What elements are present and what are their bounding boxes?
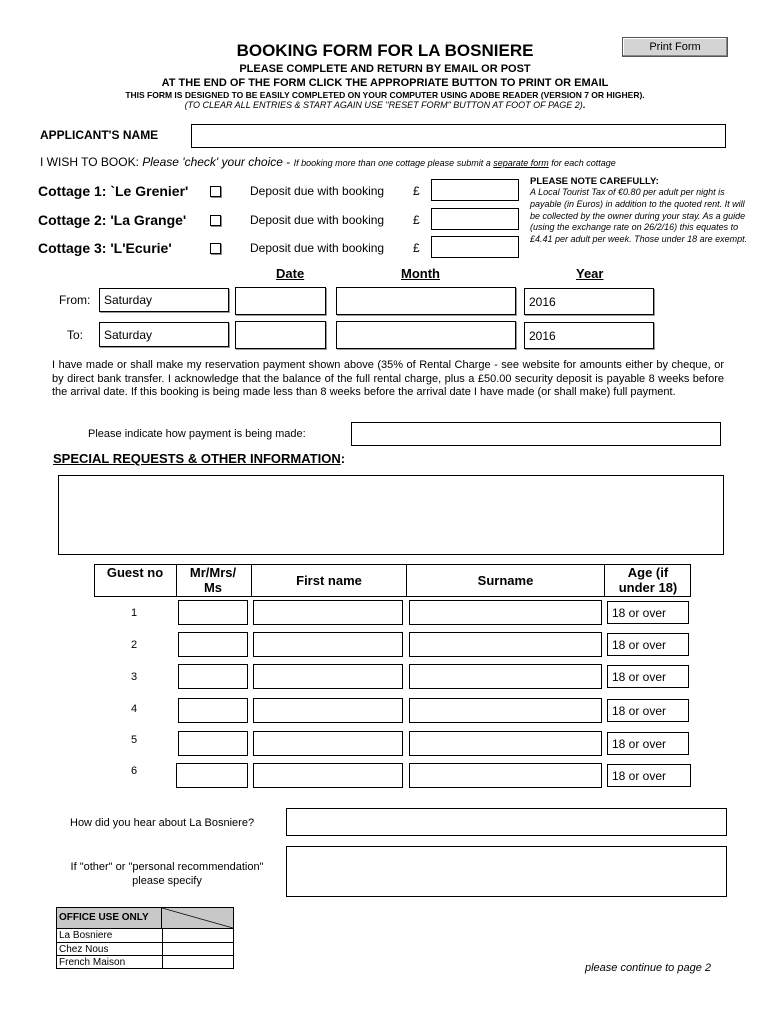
cottage-3-name: Cottage 3: 'L'Ecurie' bbox=[38, 240, 172, 256]
other-specify-textarea[interactable] bbox=[286, 846, 727, 897]
cottage-2-currency: £ bbox=[413, 213, 420, 227]
applicant-name-label: APPLICANT'S NAME bbox=[40, 128, 159, 142]
office-use-heading: OFFICE USE ONLY bbox=[57, 908, 162, 928]
guest-row-1-title[interactable] bbox=[178, 600, 248, 625]
guest-row-1-no: 1 bbox=[130, 607, 138, 619]
cottage-1-currency: £ bbox=[413, 184, 420, 198]
guest-row-5-surname[interactable] bbox=[409, 731, 602, 756]
guest-row-2-surname[interactable] bbox=[409, 632, 602, 657]
tax-note-body: A Local Tourist Tax of €0.80 per adult per night is payable (in Euros) in addition to the quoted rent. It will be collected by the owner during your stay. As a guide (using the exchange rate on 26/2/16) this equates to £4.41 per adult per week. Those under 18 are exempt. bbox=[530, 187, 748, 245]
guest-header-divider-4 bbox=[604, 564, 605, 597]
guest-row-3-title[interactable] bbox=[178, 664, 248, 689]
special-requests-colon: : bbox=[340, 451, 346, 466]
guest-row-2-first-name[interactable] bbox=[253, 632, 403, 657]
header-line-1: PLEASE COMPLETE AND RETURN BY EMAIL OR POST bbox=[239, 63, 531, 75]
guest-row-4-first-name[interactable] bbox=[253, 698, 403, 723]
guest-row-4-title[interactable] bbox=[178, 698, 248, 723]
wish-note-pre: If booking more than one cottage please submit a bbox=[293, 158, 494, 168]
guest-row-1-surname[interactable] bbox=[409, 600, 602, 625]
separate-form-link: separate form bbox=[493, 158, 549, 168]
wish-dash: - bbox=[282, 155, 294, 169]
to-date-input[interactable] bbox=[235, 321, 326, 349]
to-day-input[interactable] bbox=[99, 322, 229, 347]
guest-row-3-first-name[interactable] bbox=[253, 664, 403, 689]
guest-row-5-age[interactable] bbox=[607, 732, 689, 755]
wish-note bbox=[294, 158, 616, 168]
wish-note-post: for each cottage bbox=[548, 158, 616, 168]
other-specify-label: If "other" or "personal recommendation" please specify bbox=[70, 861, 264, 887]
guest-row-2-title[interactable] bbox=[178, 632, 248, 657]
hear-about-label: How did you hear about La Bosniere? bbox=[70, 817, 255, 829]
office-use-diagonal bbox=[162, 908, 233, 928]
guest-row-3-no: 3 bbox=[130, 671, 138, 683]
hear-about-input[interactable] bbox=[286, 808, 727, 836]
to-month-input[interactable] bbox=[336, 321, 516, 349]
cottage-3-deposit-input[interactable] bbox=[431, 236, 519, 258]
office-use-row-1: La Bosniere bbox=[59, 930, 113, 941]
payment-method-label: Please indicate how payment is being made: bbox=[88, 428, 306, 440]
office-use-row-3: French Maison bbox=[59, 957, 126, 968]
guest-row-4-surname[interactable] bbox=[409, 698, 602, 723]
wish-prefix: I WISH TO BOOK: bbox=[40, 155, 143, 169]
form-title: BOOKING FORM FOR LA BOSNIERE bbox=[236, 41, 534, 60]
header-line-4 bbox=[0, 100, 770, 110]
cottage-2-deposit-input[interactable] bbox=[431, 208, 519, 230]
surname-header: Surname bbox=[477, 573, 534, 588]
wish-italic: Please 'check' your choice bbox=[142, 155, 283, 169]
guest-row-6-title[interactable] bbox=[176, 763, 248, 788]
guest-row-3-age[interactable] bbox=[607, 665, 689, 688]
guest-row-6-no: 6 bbox=[130, 765, 138, 777]
guest-row-5-title[interactable] bbox=[178, 731, 248, 756]
guest-row-5-no: 5 bbox=[130, 734, 138, 746]
office-use-heading-shaded-cell bbox=[162, 908, 233, 929]
date-column-heading: Date bbox=[276, 266, 305, 281]
wish-to-book-line bbox=[40, 155, 616, 169]
cottage-2-name: Cottage 2: 'La Grange' bbox=[38, 212, 187, 228]
from-day-input[interactable] bbox=[99, 288, 229, 312]
guest-header-divider-1 bbox=[176, 564, 177, 597]
to-label: To: bbox=[67, 328, 84, 342]
from-label: From: bbox=[59, 293, 91, 307]
cottage-2-deposit-label: Deposit due with booking bbox=[250, 213, 385, 227]
guest-no-header: Guest no bbox=[106, 565, 164, 580]
cottage-3-checkbox[interactable] bbox=[210, 243, 221, 254]
year-column-heading: Year bbox=[576, 266, 604, 281]
payment-statement: I have made or shall make my reservation payment shown above (35% of Rental Charge - see website for amounts either by cheque, or by direct bank transfer. I acknowledge that the balance of the full rental charge, plus a £50.00 security deposit is payable 8 weeks before the arrival date. If this booking is being made less than 8 weeks before the arrival date I have made (or shall make) full payment. bbox=[52, 359, 724, 398]
guest-row-1-first-name[interactable] bbox=[253, 600, 403, 625]
header-line-3: THIS FORM IS DESIGNED TO BE EASILY COMPLETED ON YOUR COMPUTER USING ADOBE READER (VERSION 7 OR HIGHER). bbox=[125, 90, 645, 100]
from-date-input[interactable] bbox=[235, 287, 326, 315]
cottage-3-deposit-label: Deposit due with booking bbox=[250, 241, 385, 255]
guest-row-4-no: 4 bbox=[130, 703, 138, 715]
special-requests-heading-text: SPECIAL REQUESTS & OTHER INFORMATION bbox=[53, 451, 341, 466]
cottage-1-deposit-input[interactable] bbox=[431, 179, 519, 201]
cottage-2-checkbox[interactable] bbox=[210, 215, 221, 226]
from-year-input[interactable] bbox=[524, 288, 654, 315]
cottage-1-deposit-label: Deposit due with booking bbox=[250, 184, 385, 198]
header-line-2: AT THE END OF THE FORM CLICK THE APPROPRIATE BUTTON TO PRINT OR EMAIL bbox=[161, 77, 609, 89]
guest-row-1-age[interactable] bbox=[607, 601, 689, 624]
special-requests-textarea[interactable] bbox=[58, 475, 724, 555]
guest-row-4-age[interactable] bbox=[607, 699, 689, 722]
guest-row-2-no: 2 bbox=[130, 639, 138, 651]
special-requests-heading bbox=[53, 451, 345, 466]
cottage-1-name: Cottage 1: `Le Grenier' bbox=[38, 183, 189, 199]
guest-row-3-surname[interactable] bbox=[409, 664, 602, 689]
reset-instructions: (TO CLEAR ALL ENTRIES & START AGAIN USE "RESET FORM" BUTTON AT FOOT OF PAGE 2) bbox=[184, 100, 583, 110]
age-header: Age (if under 18) bbox=[618, 565, 678, 595]
guest-row-6-first-name[interactable] bbox=[253, 763, 403, 788]
continue-note: please continue to page 2 bbox=[585, 962, 711, 974]
applicant-name-input[interactable] bbox=[191, 124, 726, 148]
office-use-row-2: Chez Nous bbox=[59, 944, 109, 955]
first-name-header: First name bbox=[296, 573, 362, 588]
guest-row-6-surname[interactable] bbox=[409, 763, 602, 788]
office-use-column-rule bbox=[162, 928, 163, 968]
tax-note-heading: PLEASE NOTE CAREFULLY: bbox=[530, 176, 659, 187]
cottage-1-checkbox[interactable] bbox=[210, 186, 221, 197]
office-use-table bbox=[56, 907, 234, 969]
from-month-input[interactable] bbox=[336, 287, 516, 315]
cottage-3-currency: £ bbox=[413, 241, 420, 255]
print-form-button[interactable]: Print Form bbox=[622, 37, 728, 57]
guest-row-5-first-name[interactable] bbox=[253, 731, 403, 756]
guest-row-2-age[interactable] bbox=[607, 633, 689, 656]
reset-instructions-period: . bbox=[582, 100, 586, 110]
payment-method-input[interactable] bbox=[351, 422, 721, 446]
month-column-heading: Month bbox=[401, 266, 440, 281]
to-year-input[interactable] bbox=[524, 322, 654, 349]
title-header: Mr/Mrs/ Ms bbox=[189, 565, 237, 595]
guest-row-6-age[interactable] bbox=[607, 764, 691, 787]
